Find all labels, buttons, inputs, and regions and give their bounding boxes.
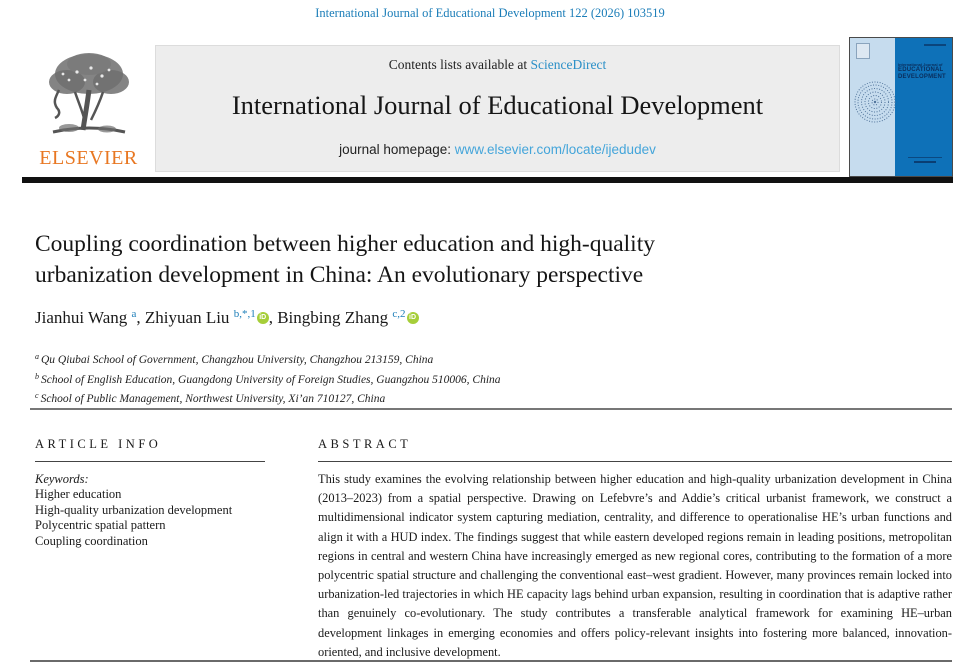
affiliation-line <box>35 369 935 389</box>
article-info-heading: ARTICLE INFO <box>35 437 162 451</box>
affiliations <box>35 349 935 408</box>
keyword-item: Polycentric spatial pattern <box>35 518 166 532</box>
cover-title-small: International Journal of <box>898 62 943 67</box>
journal-cover-thumbnail[interactable] <box>849 37 953 177</box>
cover-title <box>898 62 948 80</box>
keyword-item: Coupling coordination <box>35 533 148 548</box>
author-list <box>35 308 935 328</box>
section-divider-bottom <box>30 660 952 662</box>
cover-publisher-mark <box>856 43 870 59</box>
journal-banner <box>155 45 840 172</box>
journal-title: International Journal of Educational Development <box>231 90 764 120</box>
header-divider-bar <box>22 177 953 183</box>
dotted-sphere-graphic <box>853 80 897 124</box>
author-name: Jianhui Wang <box>35 308 128 327</box>
article-info-rule <box>35 461 265 462</box>
article-info-section <box>35 437 280 549</box>
affiliation-line <box>35 349 935 369</box>
cover-title-line2: DEVELOPMENT <box>898 73 946 80</box>
elsevier-tree-icon <box>39 46 139 146</box>
author-name: Zhiyuan Liu <box>144 308 230 327</box>
keywords-label: Keywords: <box>35 472 89 486</box>
cover-blue-panel <box>895 38 952 176</box>
orcid-icon[interactable]: iD <box>257 312 269 324</box>
journal-citation-link[interactable]: International Journal of Educational Development 122 (2026) 103519 <box>315 6 665 20</box>
homepage-prefix: journal homepage: <box>339 142 455 157</box>
affiliation-sup: c <box>35 391 39 400</box>
keyword-item: Higher education <box>35 487 122 501</box>
affiliation-text: School of Public Management, Northwest University, Xi’an 710127, China <box>40 393 386 405</box>
section-divider-top <box>30 408 952 410</box>
abstract-rule <box>318 461 952 462</box>
sciencedirect-link[interactable]: ScienceDirect <box>530 57 607 72</box>
cover-title-line1: EDUCATIONAL <box>898 67 944 73</box>
affiliation-sup: a <box>35 352 39 361</box>
orcid-icon[interactable]: iD <box>407 312 419 324</box>
author-separator: , <box>268 308 273 327</box>
cover-volume-text <box>924 44 946 46</box>
article-title <box>35 229 935 291</box>
contents-line <box>156 57 839 73</box>
author-name: Bingbing Zhang <box>277 308 389 327</box>
affiliation-text: Qu Qiubai School of Government, Changzhou University, Changzhou 213159, China <box>41 354 434 366</box>
homepage-line <box>156 142 839 157</box>
article-title-line1: Coupling coordination between higher education and high-quality <box>35 231 655 257</box>
homepage-url-link[interactable]: www.elsevier.com/locate/ijedudev <box>454 142 656 157</box>
author-affil-sup: b,*,1 <box>233 308 256 320</box>
elsevier-logo <box>22 44 155 172</box>
contents-prefix: Contents lists available at <box>388 57 531 72</box>
keyword-item: High-quality urbanization development <box>35 502 233 517</box>
cover-footer-text <box>908 157 942 159</box>
article-title-line2: urbanization development in China: An evolutionary perspective <box>35 262 644 288</box>
author-separator: , <box>136 308 141 327</box>
cover-footer-logo <box>914 161 936 164</box>
elsevier-wordmark: ELSEVIER <box>39 147 138 169</box>
author-affil-sup: c,2 <box>392 308 406 320</box>
author-affil-sup: a <box>131 308 137 320</box>
affiliation-line <box>35 388 935 408</box>
abstract-heading: ABSTRACT <box>318 437 412 451</box>
affiliation-text: School of English Education, Guangdong University of Foreign Studies, Guangzhou 510006, China <box>41 373 501 386</box>
abstract-section <box>318 437 952 662</box>
abstract-text: This study examines the evolving relationship between higher education and high-quality urbanization development in China (2013–2023) from a spatial perspective. Drawing on Lefebvre’s and Addie’s critical urbanist framework, we construct a multidimensional indicator system capturing mediation, centrality, and difference to operationalise HE’s urban functions and align it with a HUD index. The findings suggest that while eastern developed regions remain in leading positions, metropolitan regions in central and western China have increasingly emerged as new regional cores, contributing to the formation of a more polycentric spatial structure and challenging the conventional east–west gradient. However, many provinces remain locked into urbanization-led trajectories in which HE capacity lags behind urban expansion, resulting in coordination that is adaptive rather than genuinely co-evolutionary. The study contributes a transferable analytical framework for examining HE–urban development linkages in emerging economies and offers policy-relevant insights into fostering more balanced, innovation-oriented, and inclusive development. <box>318 472 952 659</box>
affiliation-sup: b <box>35 371 39 381</box>
